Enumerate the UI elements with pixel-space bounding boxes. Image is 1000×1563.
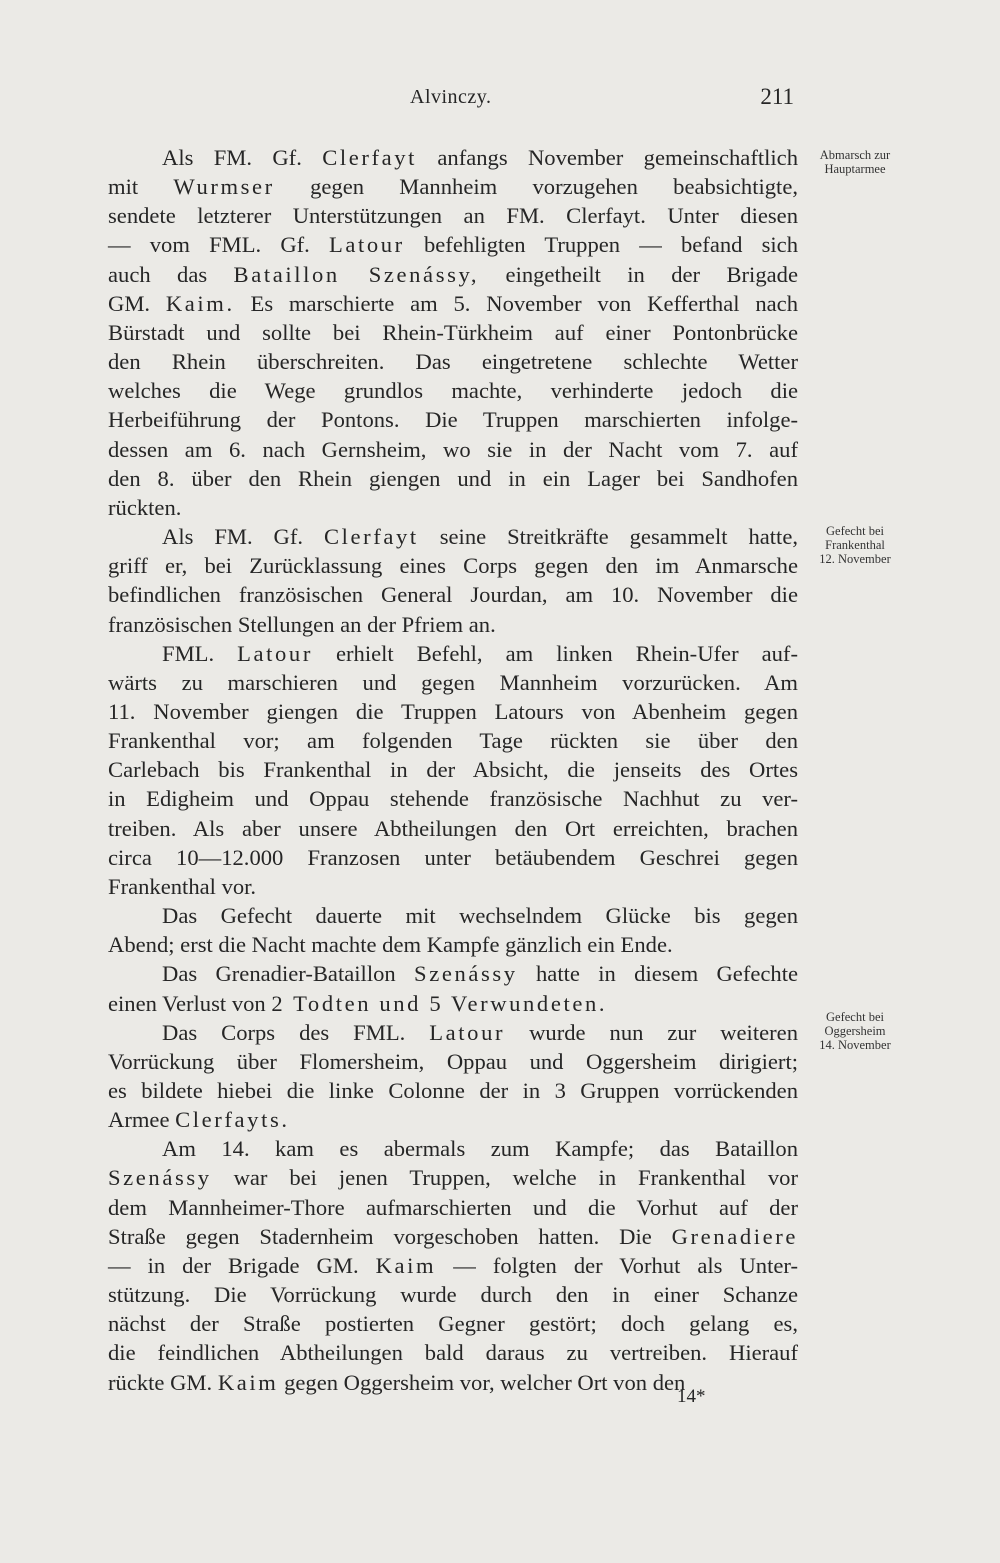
text-run: rückten. (108, 494, 182, 520)
spaced-emphasis: Kaim. (165, 290, 235, 316)
text-line (108, 668, 798, 697)
text-run: Das Corps des FML. (162, 1019, 430, 1045)
text-line (108, 989, 798, 1018)
text-line (108, 697, 798, 726)
text-line (108, 843, 798, 872)
spaced-emphasis: Latour (237, 640, 313, 666)
paragraph (108, 639, 798, 901)
text-run: hatte in diesem Gefechte (517, 961, 799, 987)
spaced-emphasis: Latour (328, 232, 405, 258)
text-run: Als FM. Gf. (162, 524, 324, 550)
text-run: war bei jenen Truppen, welche in Frankenthal vor (211, 1165, 798, 1191)
spaced-emphasis: 2 Todten und 5 Verwundeten. (271, 990, 608, 1016)
text-run: anfangs November gemeinschaftlich (417, 145, 798, 170)
text-run: erhielt Befehl, am linken Rhein-Ufer auf- (312, 640, 798, 666)
text-run: Das Gefecht dauerte mit wechselndem Glücke bis gegen (162, 903, 798, 929)
paragraph (108, 901, 798, 959)
text-line (108, 230, 798, 259)
text-line (108, 755, 798, 784)
text-line (108, 1309, 798, 1338)
spaced-emphasis: Clerfayt (322, 145, 418, 170)
running-title: Alvinczy. (410, 86, 492, 108)
text-run: die feindlichen Abtheilungen bald daraus zu vertreiben. Hierauf (108, 1340, 798, 1366)
text-line (108, 930, 798, 959)
text-run: griff er, bei Zurücklassung eines Corps gegen den im Anmarsche (108, 553, 798, 579)
text-run: eingetheilt in der Brigade (479, 261, 798, 287)
signature-mark: 14* (677, 1386, 706, 1407)
text-run: Am 14. kam es abermals zum Kampfe; das Bataillon (162, 1136, 798, 1162)
text-run: dem Mannheimer-Thore aufmarschierten und die Vorhut auf der (108, 1194, 798, 1220)
margin-note-line: Abmarsch zur (819, 148, 891, 162)
text-run: wärts zu marschieren und gegen Mannheim vorzurücken. Am (108, 669, 798, 695)
text-line (108, 1134, 798, 1163)
text-run: stützung. Die Vorrückung wurde durch den in einer Schanze (108, 1282, 798, 1308)
text-run: Carlebach bis Frankenthal in der Absicht, die jenseits des Ortes (108, 757, 798, 783)
text-run: — in der Brigade GM. (108, 1252, 376, 1278)
spaced-emphasis: Szenássy (414, 961, 518, 987)
page-number: 211 (760, 84, 794, 109)
text-run: Straße gegen Stadernheim vorgeschoben hatten. Die (108, 1223, 672, 1249)
text-run: Armee (108, 1107, 176, 1133)
text-run: FML. (162, 640, 238, 666)
paragraph (108, 522, 798, 639)
text-line (108, 1018, 798, 1047)
spaced-emphasis: Kaim (375, 1252, 437, 1278)
spaced-emphasis: Wurmser (173, 174, 275, 200)
text-line (108, 376, 798, 405)
text-run: auch das (108, 261, 234, 287)
text-run: den Rhein überschreiten. Das eingetretene schlechte Wetter (108, 349, 798, 375)
text-run: — folgten der Vorhut als Unter- (436, 1252, 798, 1278)
margin-note-abmarsch (802, 148, 908, 176)
text-line (108, 347, 798, 376)
paragraph (108, 1018, 798, 1135)
text-line (108, 1105, 798, 1134)
text-line (108, 1163, 798, 1192)
text-line (108, 872, 798, 901)
text-line (108, 959, 798, 988)
text-run: welches die Wege grundlos machte, verhinderte jedoch die (108, 378, 798, 404)
margin-note-line: Gefecht bei (826, 524, 884, 538)
text-line (108, 1280, 798, 1309)
text-run: in Edigheim und Oppau stehende französische Nachhut zu ver- (108, 786, 798, 812)
margin-note-line: 12. November (819, 552, 891, 566)
text-run: einen Verlust von (108, 990, 272, 1016)
spaced-emphasis: Kaim (217, 1369, 279, 1395)
margin-note-gefecht-frankenthal (802, 524, 908, 566)
paragraph (108, 959, 798, 1017)
text-run: Frankenthal vor. (108, 873, 257, 899)
spaced-emphasis: Clerfayts. (175, 1107, 290, 1133)
text-line (108, 201, 798, 230)
text-run: es bildete hiebei die linke Colonne der in 3 Gruppen vorrückenden (108, 1078, 798, 1103)
text-run: französischen Stellungen an der Pfriem an. (108, 611, 496, 637)
text-run: dessen am 6. nach Gernsheim, wo sie in der Nacht vom 7. auf (108, 436, 798, 462)
text-run: gegen Oggersheim vor, welcher Ort von den (278, 1369, 686, 1395)
margin-note-line: Frankenthal (825, 538, 885, 552)
text-run: mit (108, 174, 174, 200)
text-run: treiben. Als aber unsere Abtheilungen den Ort erreichten, brachen (108, 815, 798, 841)
text-run: rückte GM. (108, 1369, 218, 1395)
text-line (108, 901, 798, 930)
text-line (108, 1076, 798, 1105)
spaced-emphasis: Clerfayt (323, 524, 419, 550)
text-run: seine Streitkräfte gesammelt hatte, (418, 524, 798, 550)
text-line (108, 610, 798, 639)
text-run: Abend; erst die Nacht machte dem Kampfe gänzlich ein Ende. (108, 932, 673, 958)
text-line (108, 493, 798, 522)
text-run: nächst der Straße postierten Gegner gestört; doch gelang es, (108, 1311, 798, 1337)
text-line (108, 1193, 798, 1222)
text-run: Frankenthal vor; am folgenden Tage rückten sie über den (108, 728, 798, 754)
text-run: 11. November giengen die Truppen Latours von Abenheim gegen (108, 698, 798, 724)
text-line (108, 464, 798, 493)
text-run: befindlichen französischen General Jourdan, am 10. November die (108, 582, 798, 608)
text-run: wurde nun zur weiteren (505, 1019, 798, 1045)
text-run: gegen Mannheim vorzugehen beabsichtigte, (274, 174, 799, 200)
spaced-emphasis: Szenássy (108, 1165, 212, 1191)
text-run: Es marschierte am 5. November von Kefferthal nach (234, 290, 798, 316)
text-line (108, 784, 798, 813)
text-run: Vorrückung über Flomersheim, Oppau und Oggersheim dirigiert; (108, 1048, 798, 1074)
paragraph (108, 143, 798, 522)
text-run: befehligten Truppen — befand sich (404, 232, 799, 258)
margin-note-line: Oggersheim (824, 1024, 886, 1038)
spaced-emphasis: Bataillon Szenássy, (233, 261, 480, 287)
text-run: sendete letzterer Unterstützungen an FM. Clerfayt. Unter diesen (108, 203, 798, 229)
text-line (108, 318, 798, 347)
margin-note-line: Gefecht bei (826, 1010, 884, 1024)
text-run: Herbeiführung der Pontons. Die Truppen marschierten infolge- (108, 407, 798, 433)
spaced-emphasis: Grenadiere (671, 1223, 798, 1249)
text-run: circa 10—12.000 Franzosen unter betäubendem Geschrei gegen (108, 844, 798, 870)
margin-note-line: Hauptarmee (824, 162, 886, 176)
text-line (108, 1222, 798, 1251)
text-run: GM. (108, 290, 166, 316)
text-line (108, 551, 798, 580)
text-line (108, 580, 798, 609)
text-line (108, 260, 798, 289)
text-run: Das Grenadier-Bataillon (162, 961, 415, 987)
text-line (108, 814, 798, 843)
text-line (108, 1338, 798, 1367)
page-header (108, 86, 798, 116)
paragraph (108, 1134, 798, 1396)
text-line (108, 1047, 798, 1076)
text-line (108, 726, 798, 755)
text-run: Als FM. Gf. (162, 145, 323, 170)
text-line (108, 289, 798, 318)
text-line (108, 143, 798, 172)
margin-note-gefecht-oggersheim (802, 1010, 908, 1052)
text-line (108, 435, 798, 464)
text-run: den 8. über den Rhein giengen und in ein Lager bei Sandhofen (108, 465, 798, 491)
spaced-emphasis: Latour (429, 1019, 506, 1045)
body-text (108, 143, 798, 1397)
text-line (108, 405, 798, 434)
text-run: Bürstadt und sollte bei Rhein-Türkheim auf einer Pontonbrücke (108, 319, 798, 345)
text-line (108, 172, 798, 201)
text-line (108, 639, 798, 668)
text-run: — vom FML. Gf. (108, 232, 329, 258)
margin-note-line: 14. November (819, 1038, 891, 1052)
text-line (108, 1251, 798, 1280)
text-line (108, 522, 798, 551)
